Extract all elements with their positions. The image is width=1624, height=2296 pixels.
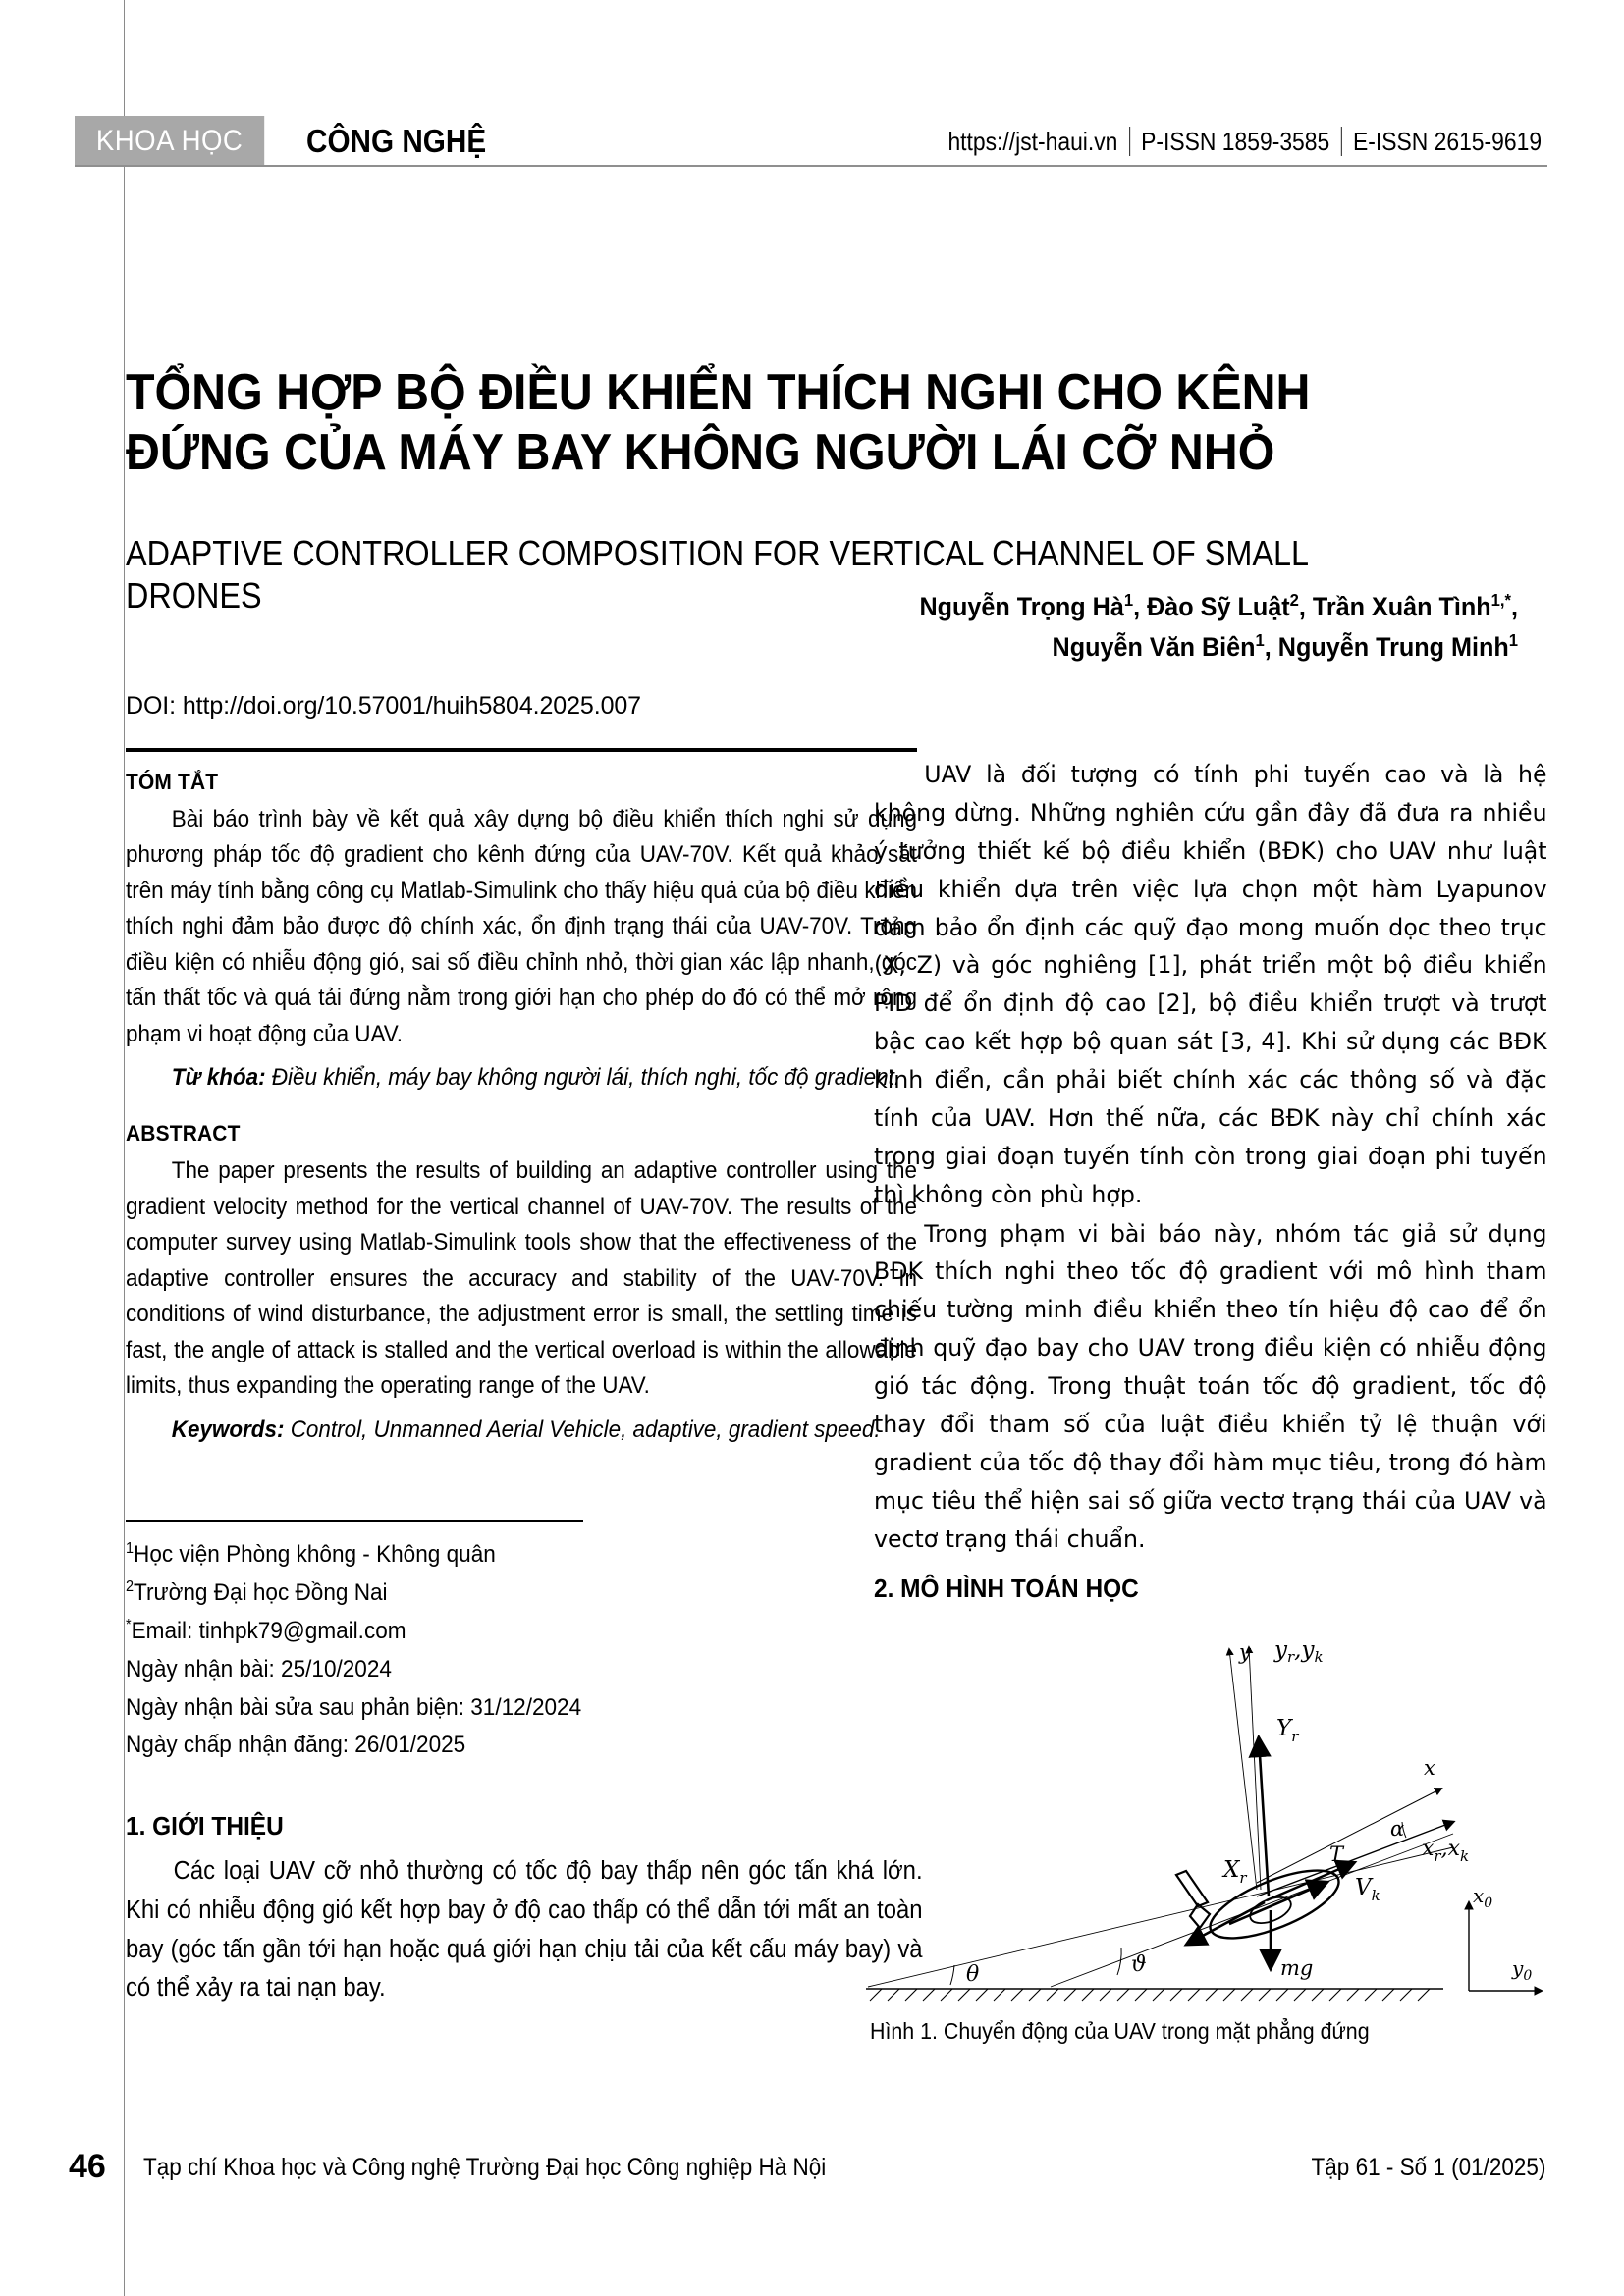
header-eissn: E-ISSN 2615-9619 bbox=[1352, 126, 1542, 156]
date-revised: Ngày nhận bài sửa sau phản biện: 31/12/2024 bbox=[126, 1693, 582, 1721]
right-paragraph-1: UAV là đối tượng có tính phi tuyến cao và là hệ không dừng. Những nghiên cứu gần đây đã đưa ra nhiều ý tưởng thiết kế bộ điều khiển (BĐK) cho UAV như luật điều khiển dựa trên việc lựa chọn một hàm Lyapunov đảm bảo ổn định các quỹ đạo mong muốn dọc theo trục (X, Z) và góc nghiêng [1], phát triển một bộ điều khiển PID để ổn định độ cao [2], bộ điều khiển trượt và trượt bậc cao kết hợp bộ quan sát [3, 4]. Khi sử dụng các BĐK kinh điển, cần phải biết chính xác các thông số và đặc tính của UAV. Hơn thế nữa, các BĐK này chỉ chính xác trong giai đoạn tuyến tính còn trong giai đoạn phi tuyến thì không còn phù hợp. bbox=[874, 761, 1547, 1208]
label-mg: mg bbox=[1280, 1956, 1314, 1980]
axis-x-line bbox=[1257, 1789, 1441, 1883]
corresponding-email[interactable]: *Email: tinhpk79@gmail.com bbox=[126, 1616, 406, 1644]
header-badge-congnghe: CÔNG NGHỆ bbox=[306, 123, 487, 159]
label-vartheta: ϑ bbox=[1131, 1952, 1147, 1977]
section-1-heading: 1. GIỚI THIỆU bbox=[126, 1811, 284, 1841]
abstract-top-rule bbox=[126, 748, 917, 752]
affiliation-2: $^2$Trường Đại học Đồng Nai bbox=[126, 1577, 388, 1606]
right-column bbox=[874, 756, 1547, 1614]
affiliation-1: $^1$Học viện Phòng không - Không quân bbox=[126, 1540, 496, 1568]
author-line-1: Nguyễn Trọng $Hà^1$, Đào Sỹ Luật$^2$, Trần Xuân Tình$^{1,*}$, bbox=[919, 590, 1518, 621]
uav-tail-fin bbox=[1176, 1871, 1208, 1906]
abstract-en-body: The paper presents the results of building an adaptive controller using the gradient velocity method for the vertical channel of UAV-70V. The results of the computer survey using Matlab-Simulink tools show that the effectiveness of the adaptive controller ensures the accuracy and stability of the UAV-70V. In conditions of wind disturbance, the adjustment error is small, the settling time is fast, the angle of attack is stalled and the vertical overload is within the allowable limits, thus expanding the operating range of the UAV. bbox=[126, 1157, 917, 1400]
header-pissn: P-ISSN 1859-3585 bbox=[1141, 126, 1330, 156]
label-yr-yk: $y_r,y_k$ bbox=[1274, 1637, 1324, 1666]
ground-hatching bbox=[870, 1989, 1430, 2001]
page-header bbox=[0, 116, 1624, 167]
date-accepted: Ngày chấp nhận đăng: 26/01/2025 bbox=[126, 1732, 466, 1759]
vector-Vk-velocity bbox=[1267, 1863, 1353, 1900]
date-received: Ngày nhận bài: 25/10/2024 bbox=[126, 1655, 392, 1682]
keywords-vn-value: Điều khiển, máy bay không người lái, thích nghi, tốc độ gradient. bbox=[265, 1064, 901, 1092]
section-1-paragraph: Các loại UAV cỡ nhỏ thường có tốc độ bay thấp nên góc tấn khá lớn. Khi có nhiễu động gió kết hợp bay ở độ cao thấp có thể dẫn tới mất an toàn bay (góc tấn gần tới hạn hoặc quá giới hạn chịu tải của kết cấu máy bay) và có thể xảy ra tai nạn bay. bbox=[126, 1857, 923, 2002]
header-underline bbox=[75, 165, 1547, 167]
page-title-vietnamese: TỔNG HỢP BỘ ĐIỀU KHIỂN THÍCH NGHI CHO KÊNH ĐỨNG CỦA MÁY BAY KHÔNG NGƯỜI LÁI CỠ NHỎ bbox=[126, 363, 1311, 481]
axis-yr-yk-line bbox=[1249, 1647, 1261, 1890]
header-meta bbox=[947, 116, 1542, 167]
label-y: y bbox=[1239, 1640, 1251, 1664]
axis-y-line bbox=[1229, 1649, 1257, 1890]
abstract-en-heading: ABSTRACT bbox=[126, 1121, 241, 1147]
left-column bbox=[126, 748, 917, 1448]
figure-1-caption: Hình 1. Chuyển động của UAV trong mặt phẳng đứng bbox=[870, 2018, 1370, 2044]
label-x: x bbox=[1424, 1756, 1435, 1780]
author-line-2: Nguyễn Văn Biên$^1$, Nguyễn Trung Minh$^1$ bbox=[1052, 630, 1518, 663]
label-Xr: $X_r$ bbox=[1223, 1857, 1247, 1887]
theta-arc bbox=[950, 1965, 954, 1985]
keywords-en-label: Keywords: bbox=[171, 1415, 285, 1443]
header-divider-2 bbox=[1341, 127, 1342, 156]
footer-issue: Tập 61 - Số 1 (01/2025) bbox=[1311, 2154, 1545, 2181]
footer-divider bbox=[124, 2144, 125, 2199]
trajectory-theta-line bbox=[868, 1847, 1453, 1987]
section-2-heading: 2. MÔ HÌNH TOÁN HỌC bbox=[874, 1574, 1139, 1604]
page-left-rule bbox=[124, 0, 125, 2296]
label-alpha: α bbox=[1390, 1817, 1405, 1841]
keywords-vn-label: Từ khóa: bbox=[171, 1064, 266, 1092]
label-x0: $x_0$ bbox=[1473, 1884, 1493, 1911]
right-paragraph-2: Trong phạm vi bài báo này, nhóm tác giả sử dụng BĐK thích nghi theo tốc độ gradient với mô hình tham chiếu tường minh điều khiển theo tín hiệu độ cao để ổn định quỹ đạo bay cho UAV trong điều kiện có nhiễu động gió tác động. Trong thuật toán tốc độ gradient, tốc độ thay đổi tham số của luật điều khiển tỷ lệ thuận với gradient của tốc độ thay đổi hàm mục tiêu, trong đó hàm mục tiêu thể hiện sai số giữa vectơ trạng thái của UAV và vectơ trạng thái chuẩn. bbox=[874, 1219, 1547, 1553]
page-footer bbox=[0, 2148, 1624, 2207]
abstract-vn-heading: TÓM TẮT bbox=[126, 770, 219, 794]
keywords-en-value: Control, Unmanned Aerial Vehicle, adaptive, gradient speed. bbox=[284, 1415, 881, 1443]
footnote-block bbox=[126, 1536, 931, 1765]
page-title-english: ADAPTIVE CONTROLLER COMPOSITION FOR VERTICAL CHANNEL OF SMALL DRONES bbox=[126, 532, 1308, 616]
footnote-rule bbox=[126, 1520, 583, 1522]
footer-journal-name: Tạp chí Khoa học và Công nghệ Trường Đại học Công nghiệp Hà Nội bbox=[143, 2154, 827, 2181]
label-theta: θ bbox=[966, 1962, 980, 1987]
header-badge-khoahoc: KHOA HỌC bbox=[75, 116, 264, 167]
header-divider-1 bbox=[1129, 127, 1130, 156]
label-Yr: $Y_r$ bbox=[1276, 1716, 1299, 1745]
label-y0: $y_0$ bbox=[1512, 1956, 1533, 1984]
author-list bbox=[678, 587, 1518, 667]
abstract-vn-body: Bài báo trình bày về kết quả xây dựng bộ điều khiển thích nghi sử dụng phương pháp tốc độ gradient cho kênh đứng của UAV-70V. Kết quả khảo sát trên máy tính bằng công cụ Matlab-Simulink cho thấy hiệu quả của bộ điều khiển thích nghi đảm bảo được độ chính xác, ổn định trạng thái của UAV-70V. Trong điều kiện có nhiễu động gió, sai số điều chỉnh nhỏ, thời gian xác lập nhanh, góc tấn thất tốc và quá tải đứng nằm trong giới hạn cho phép do đó có thể mở rộng phạm vi hoạt động của UAV. bbox=[126, 806, 917, 1047]
keywords-vn bbox=[126, 1060, 917, 1095]
keywords-en bbox=[126, 1413, 917, 1448]
page-number: 46 bbox=[69, 2148, 106, 2185]
label-xr-xk: $x_r,x_k$ bbox=[1422, 1837, 1470, 1865]
doi-text[interactable]: DOI: http://doi.org/10.57001/huih5804.2025.007 bbox=[126, 692, 641, 720]
label-Vk: $V_k$ bbox=[1355, 1875, 1380, 1904]
figure-1-uav-diagram bbox=[864, 1629, 1551, 2022]
label-T: T bbox=[1329, 1842, 1344, 1866]
uav-vertical-motion-svg bbox=[864, 1629, 1551, 2022]
header-website[interactable]: https://jst-haui.vn bbox=[947, 126, 1118, 156]
